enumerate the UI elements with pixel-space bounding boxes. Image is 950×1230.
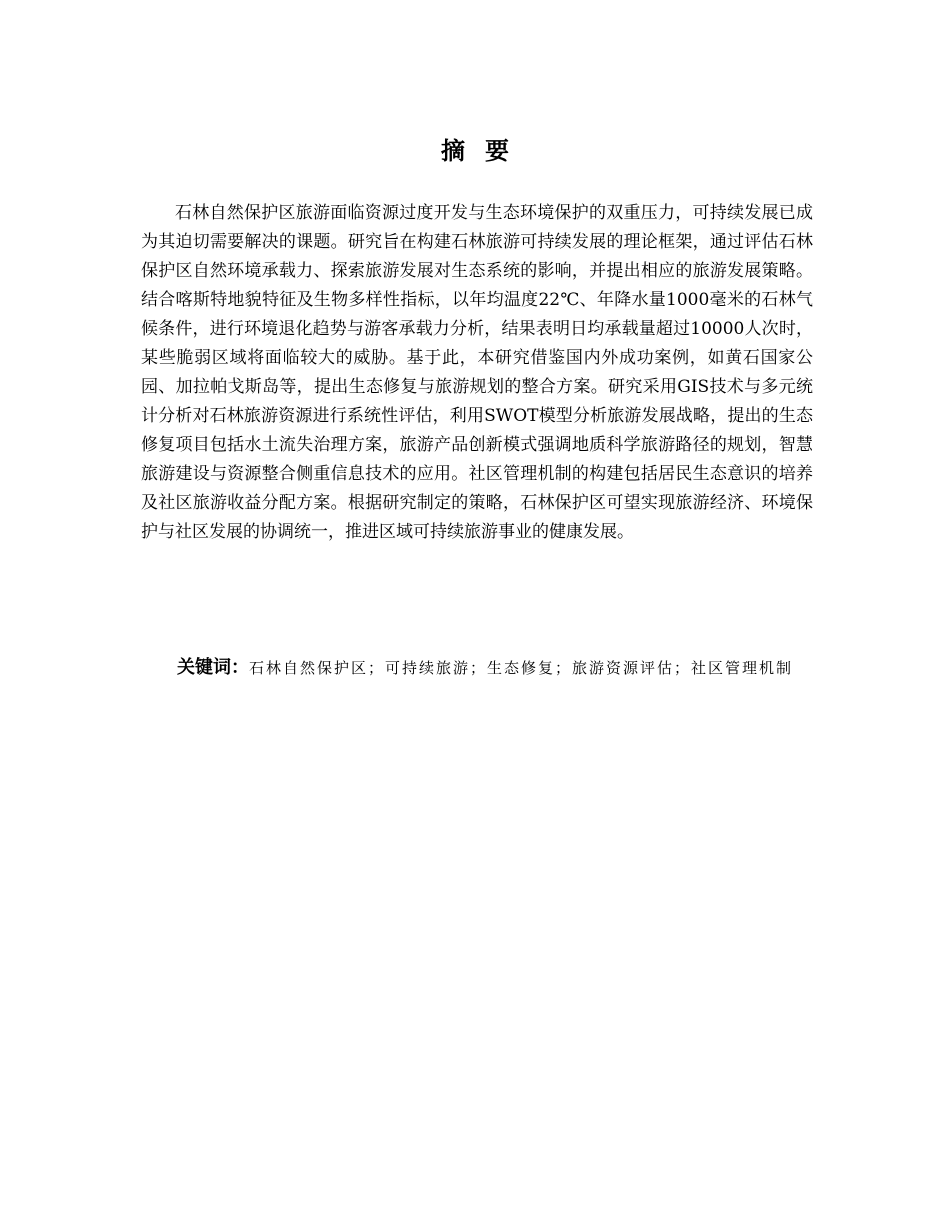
- keywords-list: 石林自然保护区；可持续旅游；生态修复；旅游资源评估；社区管理机制: [249, 659, 794, 677]
- page-title: 摘要: [441, 137, 529, 165]
- abstract-paragraph: 石林自然保护区旅游面临资源过度开发与生态环境保护的双重压力，可持续发展已成为其迫切需要解决的课题。研究旨在构建石林旅游可持续发展的理论框架，通过评估石林保护区自然环境承载力、探索旅游发展对生态系统的影响，并提出相应的旅游发展策略。结合喀斯特地貌特征及生物多样性指标，以年均温度22℃、年降水量1000毫米的石林气候条件，进行环境退化趋势与游客承载力分析，结果表明日均承载量超过10000人次时，某些脆弱区域将面临较大的威胁。基于此，本研究借鉴国内外成功案例，如黄石国家公园、加拉帕戈斯岛等，提出生态修复与旅游规划的整合方案。研究采用GIS技术与多元统计分析对石林旅游资源进行系统性评估，利用SWOT模型分析旅游发展战略，提出的生态修复项目包括水土流失治理方案，旅游产品创新模式强调地质科学旅游路径的规划，智慧旅游建设与资源整合侧重信息技术的应用。社区管理机制的构建包括居民生态意识的培养及社区旅游收益分配方案。根据研究制定的策略，石林保护区可望实现旅游经济、环境保护与社区发展的协调统一，推进区域可持续旅游事业的健康发展。: [141, 203, 813, 542]
- keywords-line: [141, 652, 813, 684]
- keywords-label: 关键词：: [177, 657, 249, 678]
